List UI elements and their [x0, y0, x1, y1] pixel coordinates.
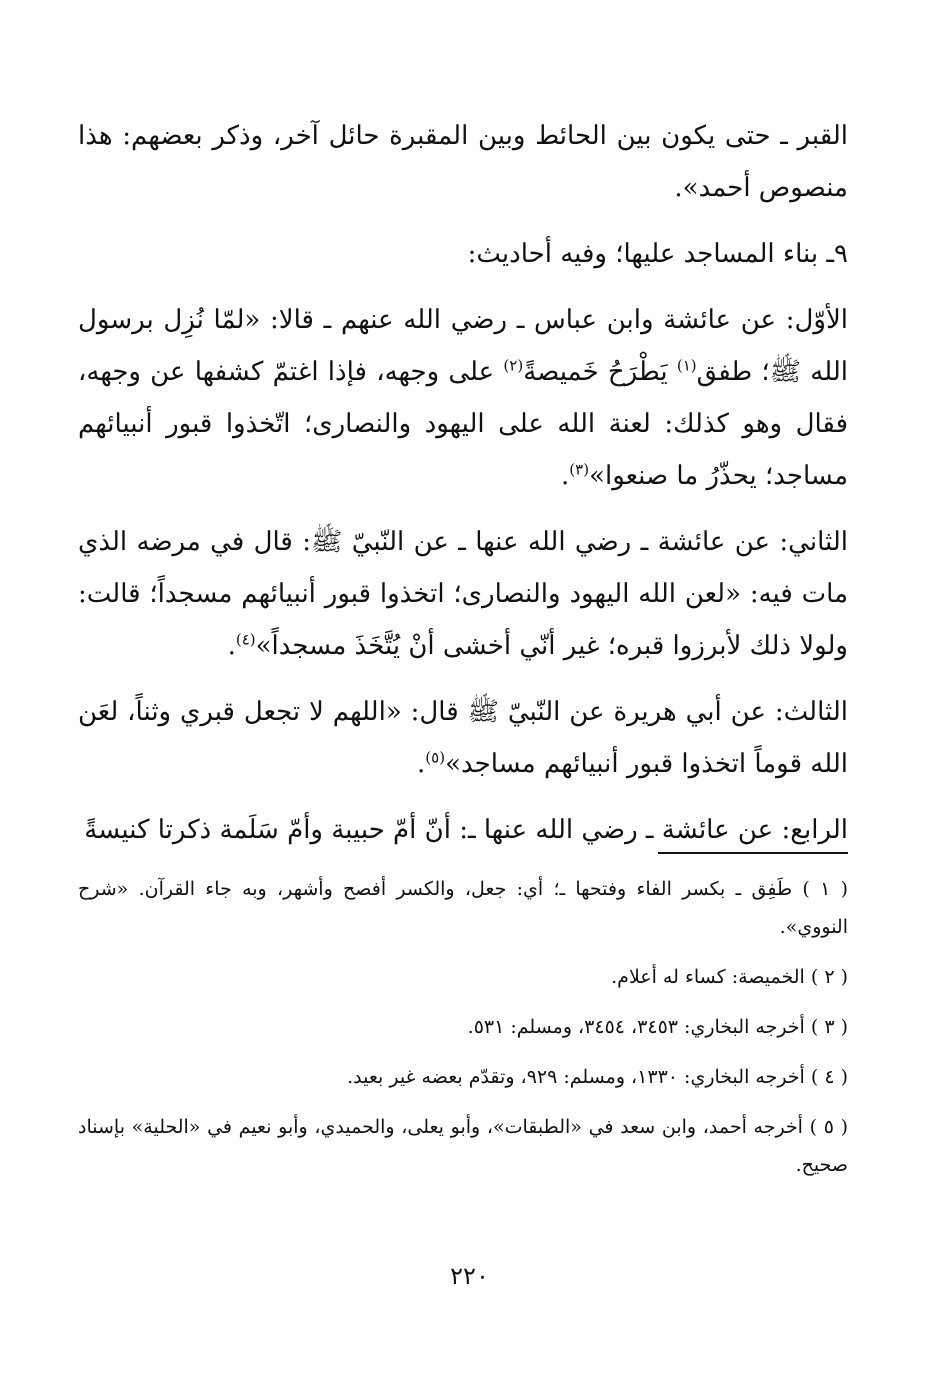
punctuation: . — [227, 631, 236, 661]
hadith-second — [78, 516, 848, 672]
footnote-divider — [658, 852, 848, 854]
footnote-1: ( ١ ) طَفِق ـ بكسر الفاء وفتحها ـ؛ أي: جعل، والكسر أفصح وأشهر، وبه جاء القرآن. «شرح النووي». — [78, 878, 848, 938]
hadith-first — [78, 294, 848, 502]
hadith-text: الثالث: عن أبي هريرة عن النّبيّ ﷺ قال: «اللهم لا تجعل قبري وثناً، لعَن الله قوماً اتخذوا قبور أنبيائهم مساجد» — [78, 697, 848, 779]
paragraph-continuation — [78, 110, 848, 214]
hadith-text: الثاني: عن عائشة ـ رضي الله عنها ـ عن النّبيّ ﷺ: قال في مرضه الذي مات فيه: «لعن الله اليهود والنصارى؛ اتخذوا قبور أنبيائهم مسجداً؛ قالت: ولولا ذلك لأبرزوا قبره؛ غير أنّي أخشى أنْ يُتَّخَذَ مسجداً» — [78, 527, 848, 661]
section-heading — [78, 228, 848, 280]
punctuation: . — [561, 461, 570, 491]
footnote-4: ( ٤ ) أخرجه البخاري: ١٣٣٠، ومسلم: ٩٢٩، وتقدّم بعضه غير بعيد. — [347, 1066, 848, 1088]
punctuation: . — [417, 749, 426, 779]
footnote-ref-5: (٥) — [425, 748, 446, 767]
footnote-ref-1: (١) — [676, 356, 697, 375]
main-text — [78, 110, 848, 870]
footnote-ref-4: (٤) — [235, 630, 256, 649]
paragraph-text: القبر ـ حتى يكون بين الحائط وبين المقبرة حائل آخر، وذكر بعضهم: هذا منصوص أحمد». — [78, 121, 848, 203]
section-heading-text: ٩ـ بناء المساجد عليها؛ وفيه أحاديث: — [467, 239, 848, 269]
hadith-text: الرابع: عن عائشة ـ رضي الله عنها ـ: أنّ أمّ حبيبة وأمّ سَلَمة ذكرتا كنيسةً — [84, 815, 848, 845]
footnote-ref-3: (٣) — [569, 460, 590, 479]
hadith-fourth — [78, 804, 848, 856]
footnote-5: ( ٥ ) أخرجه أحمد، وابن سعد في «الطبقات»، وأبو يعلى، والحميدي، وأبو نعيم في «الحلية» بإسناد صحيح. — [78, 1116, 848, 1176]
hadith-text: الأوّل: عن عائشة وابن عباس ـ رضي الله عنهم ـ قالا: «لمّا نُزِل برسول الله ﷺ؛ طفق — [78, 305, 848, 387]
footnotes — [78, 870, 848, 1196]
footnote-2: ( ٢ ) الخميصة: كساء له أعلام. — [611, 966, 848, 988]
footnote-3: ( ٣ ) أخرجه البخاري: ٣٤٥٣، ٣٤٥٤، ومسلم: ٥٣١. — [467, 1016, 848, 1038]
footnote-ref-2: (٢) — [503, 356, 524, 375]
page-number: ٢٢٠ — [450, 1262, 489, 1290]
hadith-third — [78, 686, 848, 790]
hadith-text: على وجهه، فإذا اغتمّ كشفها عن وجهه، فقال وهو كذلك: لعنة الله على اليهود والنصارى؛ اتّخذوا قبور أنبيائهم مساجد؛ يحذّرُ ما صنعوا» — [78, 357, 848, 491]
hadith-text: يَطْرَحُ خَميصةً — [523, 357, 677, 387]
